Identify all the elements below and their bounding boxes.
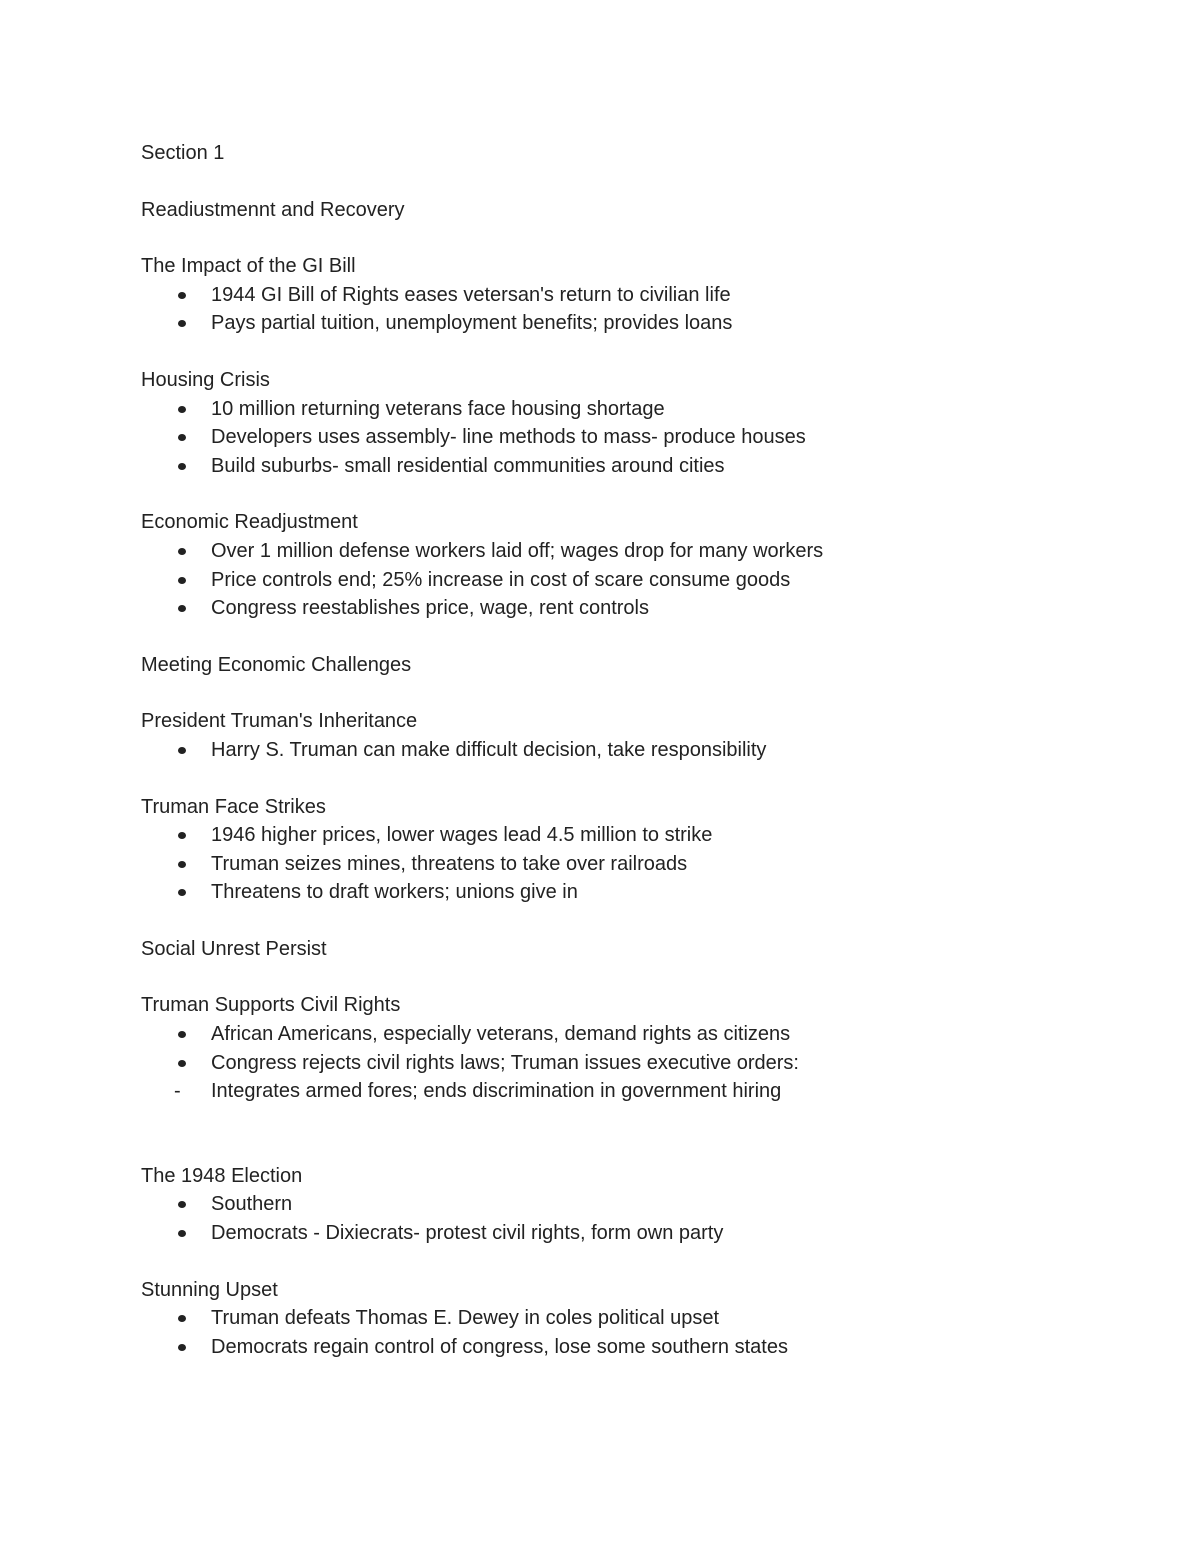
bullet-icon bbox=[178, 832, 186, 839]
list-item-text: 10 million returning veterans face housing shortage bbox=[211, 397, 665, 420]
list-item bbox=[141, 395, 1101, 424]
bullet-icon bbox=[178, 747, 186, 754]
list-item bbox=[141, 452, 1101, 481]
list-item bbox=[141, 1077, 1101, 1106]
bullet-icon bbox=[178, 577, 186, 584]
bullet-icon bbox=[178, 1315, 186, 1322]
section-heading: Economic Readjustment bbox=[141, 511, 358, 534]
list-item-text: Harry S. Truman can make difficult decision, take responsibility bbox=[211, 738, 767, 761]
list-item-text: Threatens to draft workers; unions give in bbox=[211, 881, 578, 904]
paragraph-spacer bbox=[141, 338, 1101, 366]
list-item-text: Congress rejects civil rights laws; Truman issues executive orders: bbox=[211, 1051, 799, 1074]
list-item-text: 1946 higher prices, lower wages lead 4.5 million to strike bbox=[211, 824, 713, 847]
list-item-text: Congress reestablishes price, wage, rent controls bbox=[211, 597, 649, 620]
bullet-icon bbox=[178, 1201, 186, 1208]
paragraph-spacer bbox=[141, 623, 1101, 651]
list-item bbox=[141, 423, 1101, 452]
list-item-text: Southern bbox=[211, 1193, 293, 1216]
section-heading: Stunning Upset bbox=[141, 1278, 278, 1301]
list-item bbox=[141, 1219, 1101, 1248]
bullet-icon bbox=[178, 320, 186, 327]
paragraph-spacer bbox=[141, 679, 1101, 707]
list-item bbox=[141, 1049, 1101, 1078]
list-item bbox=[141, 309, 1101, 338]
paragraph-spacer bbox=[141, 224, 1101, 252]
list-item-text: Democrats regain control of congress, lose some southern states bbox=[211, 1335, 788, 1358]
section-heading: Housing Crisis bbox=[141, 368, 270, 391]
paragraph-spacer bbox=[141, 1134, 1101, 1162]
paragraph-spacer bbox=[141, 168, 1101, 196]
list-item-text: Developers uses assembly- line methods to mass- produce houses bbox=[211, 426, 806, 449]
list-item-text: Democrats - Dixiecrats- protest civil rights, form own party bbox=[211, 1222, 724, 1245]
bullet-icon bbox=[178, 861, 186, 868]
bullet-icon bbox=[178, 434, 186, 441]
document-body bbox=[141, 139, 1101, 1361]
section-heading: The Impact of the GI Bill bbox=[141, 255, 356, 278]
paragraph-spacer bbox=[141, 1106, 1101, 1134]
bullet-icon bbox=[178, 605, 186, 612]
list-item-text: Over 1 million defense workers laid off; wages drop for many workers bbox=[211, 539, 824, 562]
list-item bbox=[141, 736, 1101, 765]
section-heading: Section 1 bbox=[141, 142, 225, 164]
paragraph-spacer bbox=[141, 907, 1101, 935]
paragraph-spacer bbox=[141, 480, 1101, 508]
list-item-text: 1944 GI Bill of Rights eases vetersan's return to civilian life bbox=[211, 283, 731, 306]
list-item-text: Truman defeats Thomas E. Dewey in coles political upset bbox=[211, 1307, 720, 1330]
list-item-text: Pays partial tuition, unemployment benefits; provides loans bbox=[211, 312, 733, 335]
paragraph-spacer bbox=[141, 1248, 1101, 1276]
list-item-text: Truman seizes mines, threatens to take over railroads bbox=[211, 852, 688, 875]
section-heading: President Truman's Inheritance bbox=[141, 710, 418, 733]
section-heading: Truman Supports Civil Rights bbox=[141, 994, 401, 1017]
list-item bbox=[141, 566, 1101, 595]
list-item bbox=[141, 1020, 1101, 1049]
bullet-icon bbox=[178, 548, 186, 555]
bullet-icon bbox=[178, 1031, 186, 1038]
list-item-text: Build suburbs- small residential communities around cities bbox=[211, 454, 725, 477]
paragraph-spacer bbox=[141, 963, 1101, 991]
list-item bbox=[141, 1333, 1101, 1362]
list-item bbox=[141, 850, 1101, 879]
list-item-text: Integrates armed fores; ends discrimination in government hiring bbox=[211, 1080, 782, 1103]
list-item bbox=[141, 821, 1101, 850]
section-heading: Truman Face Strikes bbox=[141, 795, 326, 818]
bullet-icon bbox=[178, 1060, 186, 1067]
list-item-text: African Americans, especially veterans, demand rights as citizens bbox=[211, 1023, 791, 1046]
list-item bbox=[141, 594, 1101, 623]
section-heading: Readiustmennt and Recovery bbox=[141, 198, 405, 221]
bullet-icon bbox=[178, 889, 186, 896]
bullet-icon bbox=[178, 463, 186, 470]
list-item bbox=[141, 1304, 1101, 1333]
list-item bbox=[141, 1190, 1101, 1219]
paragraph-spacer bbox=[141, 765, 1101, 793]
bullet-icon bbox=[178, 292, 186, 299]
section-heading: Social Unrest Persist bbox=[141, 937, 327, 960]
list-item bbox=[141, 281, 1101, 310]
list-item bbox=[141, 537, 1101, 566]
section-heading: The 1948 Election bbox=[141, 1164, 303, 1187]
list-item bbox=[141, 878, 1101, 907]
bullet-icon bbox=[178, 406, 186, 413]
dash-marker: - bbox=[174, 1080, 181, 1103]
bullet-icon bbox=[178, 1344, 186, 1351]
section-heading: Meeting Economic Challenges bbox=[141, 653, 412, 676]
bullet-icon bbox=[178, 1230, 186, 1237]
list-item-text: Price controls end; 25% increase in cost of scare consume goods bbox=[211, 568, 791, 591]
